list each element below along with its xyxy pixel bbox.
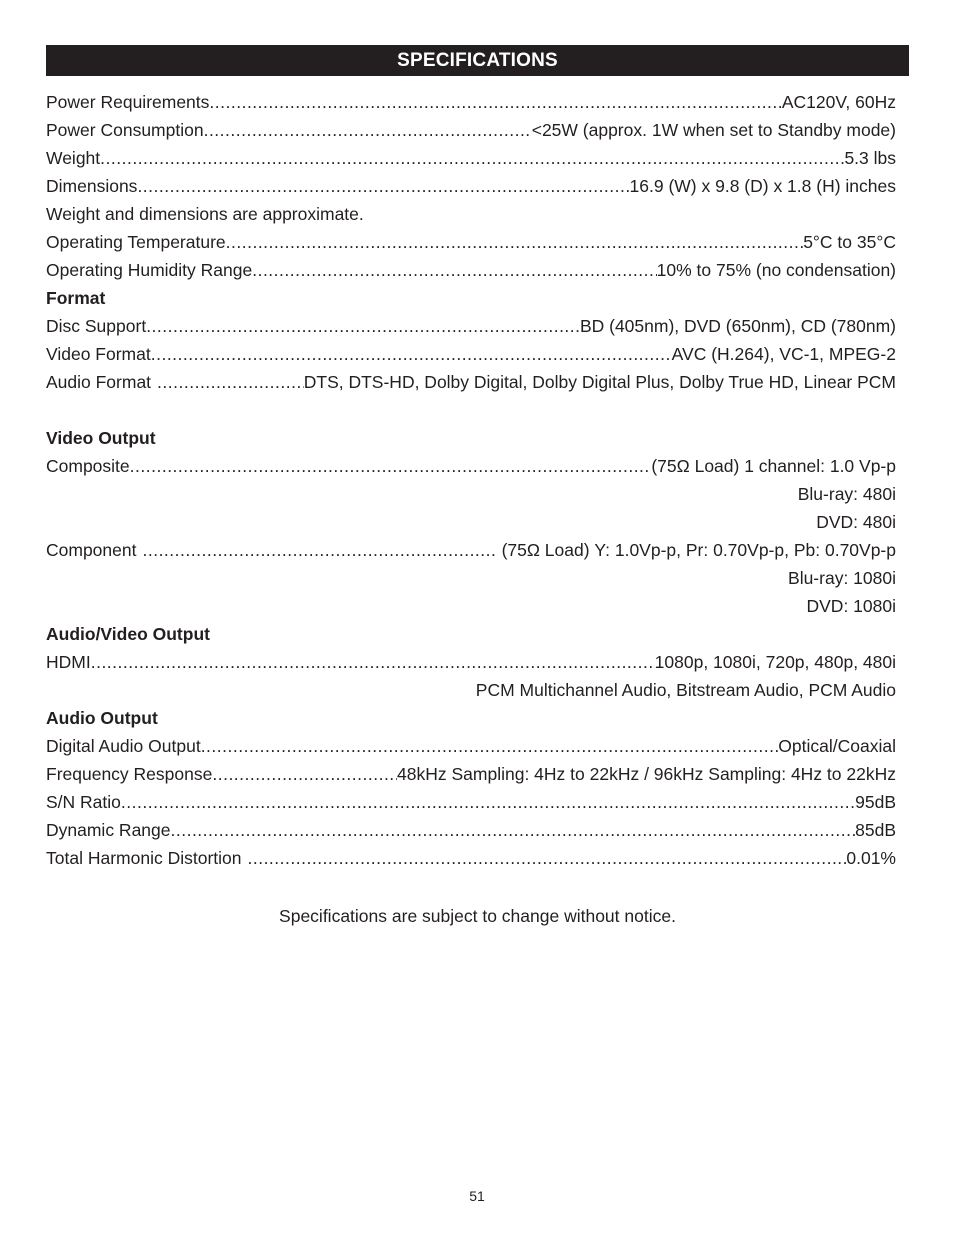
page-title: SPECIFICATIONS <box>46 45 909 76</box>
leader-dots <box>91 648 655 676</box>
spec-label: Dynamic Range <box>46 820 171 840</box>
component-bluray-value: Blu-ray: 1080i <box>788 568 896 588</box>
spec-value: 95dB <box>855 792 896 812</box>
spec-row-frequency-response <box>46 760 896 788</box>
spec-value: 1080p, 1080i, 720p, 480p, 480i <box>654 652 896 672</box>
spec-row-power-consumption <box>46 116 896 144</box>
spec-row-video-format <box>46 340 896 368</box>
spec-value: 48kHz Sampling: 4Hz to 22kHz / 96kHz Sampling: 4Hz to 22kHz <box>397 764 896 784</box>
spec-value: DTS, DTS-HD, Dolby Digital, Dolby Digital Plus, Dolby True HD, Linear PCM <box>303 372 896 392</box>
spec-row-thd <box>46 844 896 872</box>
spec-label: Operating Humidity Range <box>46 260 253 280</box>
section-heading-av-output: Audio/Video Output <box>46 624 210 644</box>
spec-label: Video Format <box>46 344 151 364</box>
leader-dots <box>226 228 804 256</box>
spec-row-disc-support <box>46 312 896 340</box>
leader-dots <box>146 312 580 340</box>
spec-value: 10% to 75% (no condensation) <box>656 260 896 280</box>
leader-dots <box>252 256 656 284</box>
spec-label: Power Consumption <box>46 120 204 140</box>
spec-value: BD (405nm), DVD (650nm), CD (780nm) <box>579 316 896 336</box>
leader-dots <box>204 116 532 144</box>
component-dvd-value: DVD: 1080i <box>806 596 896 616</box>
spec-label: Power Requirements <box>46 92 210 112</box>
composite-dvd-value: DVD: 480i <box>816 512 896 532</box>
change-notice: Specifications are subject to change without notice. <box>279 906 676 926</box>
spec-row-dynamic-range <box>46 816 896 844</box>
spec-label: S/N Ratio <box>46 792 121 812</box>
spec-row-component <box>46 536 896 564</box>
spec-value: 5°C to 35°C <box>803 232 896 252</box>
leader-dots <box>212 760 397 788</box>
spec-row-sn-ratio <box>46 788 896 816</box>
spec-value: 5.3 lbs <box>844 148 896 168</box>
spec-row-hdmi <box>46 648 896 676</box>
spec-value: 0.01% <box>846 848 896 868</box>
spec-row-audio-format <box>46 368 896 396</box>
spec-label: Audio Format <box>46 372 152 392</box>
spec-label: Composite <box>46 456 130 476</box>
section-heading-video-output: Video Output <box>46 428 156 448</box>
specifications-list <box>46 88 896 872</box>
spec-row-operating-temperature <box>46 228 896 256</box>
spec-label: Weight <box>46 148 101 168</box>
hdmi-audio-value: PCM Multichannel Audio, Bitstream Audio, PCM Audio <box>475 680 896 700</box>
section-heading-audio-output: Audio Output <box>46 708 158 728</box>
spec-label: Component <box>46 540 137 560</box>
composite-bluray-value: Blu-ray: 480i <box>797 484 896 504</box>
leader-dots <box>142 536 495 564</box>
spec-label: Frequency Response <box>46 764 213 784</box>
leader-dots <box>121 788 855 816</box>
spec-row-composite <box>46 452 896 480</box>
spec-value: <25W (approx. 1W when set to Standby mode) <box>531 120 896 140</box>
approximate-note: Weight and dimensions are approximate. <box>46 204 364 224</box>
spec-value: AVC (H.264), VC-1, MPEG-2 <box>671 344 896 364</box>
spec-label: Operating Temperature <box>46 232 226 252</box>
spec-label: Dimensions <box>46 176 138 196</box>
spec-label: Disc Support <box>46 316 147 336</box>
spec-row-digital-audio-output <box>46 732 896 760</box>
spec-value: Optical/Coaxial <box>778 736 896 756</box>
spec-row-weight <box>46 144 896 172</box>
spec-value: 16.9 (W) x 9.8 (D) x 1.8 (H) inches <box>629 176 896 196</box>
page-number: 51 <box>469 1188 485 1204</box>
leader-dots <box>209 88 781 116</box>
spacer <box>46 396 896 424</box>
leader-dots <box>201 732 779 760</box>
leader-dots <box>137 172 629 200</box>
leader-dots <box>247 844 846 872</box>
spec-value: (75Ω Load) Y: 1.0Vp-p, Pr: 0.70Vp-p, Pb: 0.70Vp-p <box>501 540 896 560</box>
spec-label: Total Harmonic Distortion <box>46 848 242 868</box>
leader-dots <box>157 368 304 396</box>
leader-dots <box>130 452 652 480</box>
spec-value: (75Ω Load) 1 channel: 1.0 Vp-p <box>651 456 896 476</box>
spec-value: 85dB <box>855 820 896 840</box>
spec-row-dimensions <box>46 172 896 200</box>
spec-label: HDMI <box>46 652 91 672</box>
leader-dots <box>171 816 856 844</box>
section-heading-format: Format <box>46 288 106 308</box>
spec-row-operating-humidity <box>46 256 896 284</box>
leader-dots <box>151 340 672 368</box>
leader-dots <box>100 144 844 172</box>
spec-value: AC120V, 60Hz <box>781 92 896 112</box>
spec-row-power-requirements <box>46 88 896 116</box>
spec-label: Digital Audio Output <box>46 736 201 756</box>
